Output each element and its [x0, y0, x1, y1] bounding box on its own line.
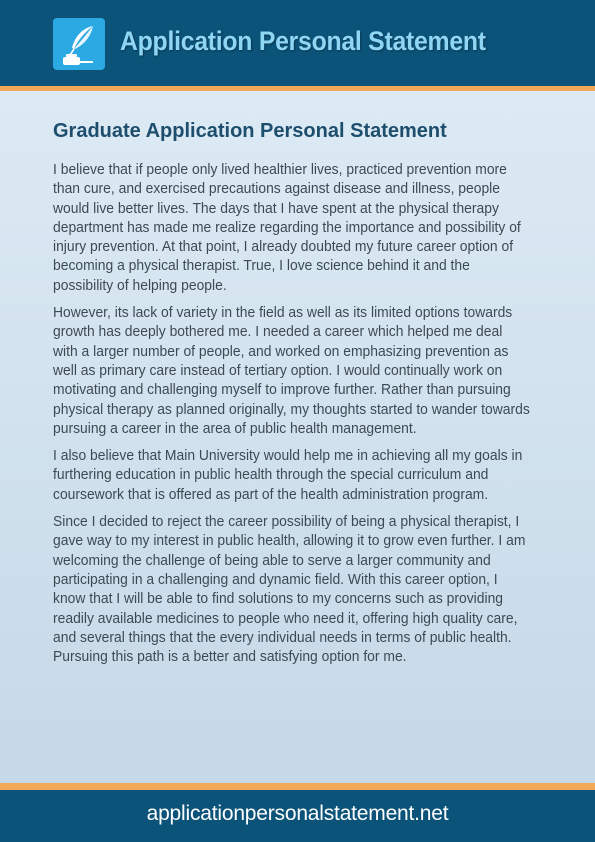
- website-url[interactable]: applicationpersonalstatement.net: [146, 802, 449, 825]
- footer-bar: [0, 790, 595, 842]
- statement-body: [53, 161, 531, 675]
- document-title: Graduate Application Personal Statement: [53, 120, 447, 142]
- header-bar: [0, 0, 595, 86]
- paragraph: Since I decided to reject the career possibility of being a physical therapist, I gave way to my interest in public health, allowing it to grow even further. I am welcoming the challenge of being able to serve a larger community and participating in a challenging and dynamic field. With this career option, I know that I will be able to find solutions to my concerns such as providing readily available medicines to people who need it, offering high quality care, and several things that the every individual needs in terms of public health. Pursuing this path is a better and satisfying option for me.: [53, 514, 526, 666]
- paragraph: I also believe that Main University would help me in achieving all my goals in furthering education in public health through the special curriculum and coursework that is offered as part of the health administration program.: [53, 448, 523, 503]
- paragraph: I believe that if people only lived healthier lives, practiced prevention more than cure, and exercised precautions against disease and illness, people would live better lives. The days that I have spent at the physical therapy department has made me realize regarding the importance and possibility of injury prevention. At that point, I already doubted my future career option of becoming a physical therapist. True, I love science behind it and the possibility of helping people.: [53, 162, 521, 294]
- paragraph: However, its lack of variety in the field as well as its limited options towards growth has deeply bothered me. I needed a career which helped me deal with a larger number of people, and worked on emphasizing prevention as well as primary care instead of tertiary option. I would continually work on motivating and challenging myself to improve further. Rather than pursuing physical therapy as planned originally, my thoughts started to wander towards pursuing a career in the area of public health management.: [53, 305, 530, 437]
- quill-inkwell-icon: [53, 18, 105, 70]
- site-title: Application Personal Statement: [120, 26, 486, 56]
- footer-accent-stripe: [0, 783, 595, 790]
